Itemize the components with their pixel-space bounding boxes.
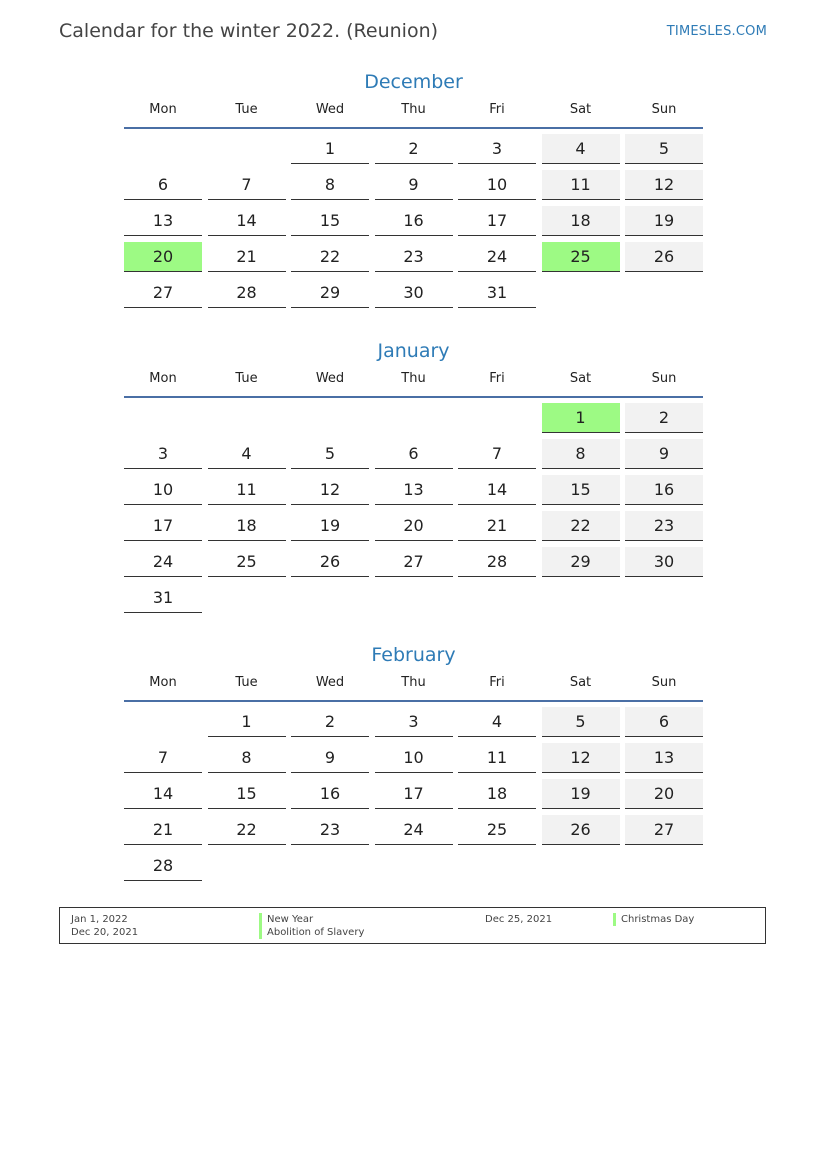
day-cell[interactable]: 3 — [375, 707, 453, 737]
day-cell[interactable]: 16 — [625, 475, 703, 505]
day-cell[interactable]: 7 — [208, 170, 286, 200]
day-cell[interactable]: 27 — [375, 547, 453, 577]
page-title: Calendar for the winter 2022. (Reunion) — [59, 20, 439, 42]
day-cell[interactable]: 10 — [124, 475, 202, 505]
day-cell[interactable]: 5 — [291, 439, 369, 469]
weekday-label: Wed — [315, 102, 345, 117]
day-cell[interactable]: 8 — [542, 439, 620, 469]
day-cell[interactable]: 25 — [542, 242, 620, 272]
day-cell[interactable]: 30 — [625, 547, 703, 577]
holiday-legend — [59, 907, 766, 944]
legend-date: Dec 20, 2021 — [71, 927, 139, 938]
day-cell[interactable]: 21 — [458, 511, 536, 541]
day-cell[interactable]: 2 — [375, 134, 453, 164]
weekday-header — [124, 102, 703, 129]
day-grid — [124, 403, 703, 613]
day-cell[interactable]: 6 — [625, 707, 703, 737]
day-cell[interactable]: 28 — [124, 851, 202, 881]
empty-cell — [542, 851, 620, 881]
day-cell[interactable]: 26 — [625, 242, 703, 272]
empty-cell — [375, 851, 453, 881]
legend-date: Jan 1, 2022 — [71, 914, 128, 925]
day-cell[interactable]: 23 — [375, 242, 453, 272]
empty-cell — [625, 583, 703, 613]
day-cell[interactable]: 26 — [291, 547, 369, 577]
day-cell[interactable]: 22 — [208, 815, 286, 845]
month-title: December — [364, 71, 463, 93]
empty-cell — [208, 583, 286, 613]
weekday-label: Thu — [401, 675, 426, 690]
empty-cell — [124, 707, 202, 737]
day-cell[interactable]: 27 — [625, 815, 703, 845]
day-cell[interactable]: 13 — [625, 743, 703, 773]
day-cell[interactable]: 12 — [625, 170, 703, 200]
weekday-label: Wed — [315, 371, 345, 386]
day-cell[interactable]: 11 — [542, 170, 620, 200]
day-cell[interactable]: 6 — [375, 439, 453, 469]
weekday-label: Sun — [651, 675, 677, 690]
day-cell[interactable]: 6 — [124, 170, 202, 200]
weekday-label: Tue — [235, 102, 258, 117]
day-grid — [124, 707, 703, 881]
weekday-label: Sat — [569, 102, 592, 117]
day-cell[interactable]: 12 — [542, 743, 620, 773]
day-cell[interactable]: 31 — [458, 278, 536, 308]
day-cell[interactable]: 2 — [625, 403, 703, 433]
day-cell[interactable]: 9 — [375, 170, 453, 200]
day-cell[interactable]: 13 — [375, 475, 453, 505]
weekday-label: Wed — [315, 675, 345, 690]
empty-cell — [291, 403, 369, 433]
day-cell[interactable]: 21 — [208, 242, 286, 272]
day-cell[interactable]: 16 — [291, 779, 369, 809]
day-cell[interactable]: 10 — [458, 170, 536, 200]
day-cell[interactable]: 25 — [458, 815, 536, 845]
month-title: January — [377, 340, 450, 362]
day-cell[interactable]: 9 — [291, 743, 369, 773]
day-cell[interactable]: 20 — [124, 242, 202, 272]
day-cell[interactable]: 19 — [542, 779, 620, 809]
weekday-label: Sat — [569, 675, 592, 690]
weekday-label: Mon — [149, 371, 177, 386]
day-cell[interactable]: 17 — [124, 511, 202, 541]
weekday-label: Mon — [149, 675, 177, 690]
empty-cell — [208, 851, 286, 881]
empty-cell — [458, 403, 536, 433]
empty-cell — [375, 583, 453, 613]
empty-cell — [625, 278, 703, 308]
empty-cell — [208, 134, 286, 164]
weekday-label: Tue — [235, 371, 258, 386]
day-cell[interactable]: 28 — [208, 278, 286, 308]
month-january — [124, 337, 703, 613]
day-cell[interactable]: 14 — [458, 475, 536, 505]
weekday-header — [124, 371, 703, 398]
day-cell[interactable]: 23 — [625, 511, 703, 541]
day-cell[interactable]: 11 — [208, 475, 286, 505]
day-cell[interactable]: 10 — [375, 743, 453, 773]
day-cell[interactable]: 15 — [542, 475, 620, 505]
day-cell[interactable]: 13 — [124, 206, 202, 236]
empty-cell — [208, 403, 286, 433]
site-link[interactable]: TIMESLES.COM — [666, 24, 767, 39]
day-cell[interactable]: 30 — [375, 278, 453, 308]
day-cell[interactable]: 5 — [542, 707, 620, 737]
day-cell[interactable]: 18 — [458, 779, 536, 809]
day-cell[interactable]: 4 — [458, 707, 536, 737]
day-cell[interactable]: 3 — [458, 134, 536, 164]
day-cell[interactable]: 8 — [291, 170, 369, 200]
day-cell[interactable]: 22 — [542, 511, 620, 541]
day-cell[interactable]: 23 — [291, 815, 369, 845]
day-cell[interactable]: 17 — [375, 779, 453, 809]
day-cell[interactable]: 29 — [291, 278, 369, 308]
empty-cell — [124, 134, 202, 164]
day-cell[interactable]: 1 — [291, 134, 369, 164]
month-title: February — [371, 644, 456, 666]
empty-cell — [291, 583, 369, 613]
weekday-label: Sun — [651, 102, 677, 117]
day-cell[interactable]: 14 — [208, 206, 286, 236]
day-cell[interactable]: 19 — [291, 511, 369, 541]
empty-cell — [625, 851, 703, 881]
day-cell[interactable]: 19 — [625, 206, 703, 236]
legend-date: Dec 25, 2021 — [485, 914, 553, 925]
day-cell[interactable]: 8 — [208, 743, 286, 773]
day-cell[interactable]: 17 — [458, 206, 536, 236]
day-cell[interactable]: 27 — [124, 278, 202, 308]
empty-cell — [458, 583, 536, 613]
weekday-label: Fri — [489, 371, 505, 386]
day-cell[interactable]: 14 — [124, 779, 202, 809]
empty-cell — [458, 851, 536, 881]
day-grid — [124, 134, 703, 308]
weekday-label: Fri — [489, 675, 505, 690]
day-cell[interactable]: 22 — [291, 242, 369, 272]
day-cell[interactable]: 29 — [542, 547, 620, 577]
day-cell[interactable]: 2 — [291, 707, 369, 737]
weekday-label: Sat — [569, 371, 592, 386]
weekday-label: Fri — [489, 102, 505, 117]
day-cell[interactable]: 16 — [375, 206, 453, 236]
day-cell[interactable]: 7 — [458, 439, 536, 469]
day-cell[interactable]: 3 — [124, 439, 202, 469]
weekday-label: Tue — [235, 675, 258, 690]
day-cell[interactable]: 1 — [542, 403, 620, 433]
day-cell[interactable]: 20 — [625, 779, 703, 809]
day-cell[interactable]: 11 — [458, 743, 536, 773]
empty-cell — [291, 851, 369, 881]
weekday-header — [124, 675, 703, 702]
weekday-label: Mon — [149, 102, 177, 117]
legend-holiday-name: New Year — [259, 913, 313, 926]
empty-cell — [542, 583, 620, 613]
day-cell[interactable]: 24 — [375, 815, 453, 845]
month-december — [124, 68, 703, 308]
day-cell[interactable]: 9 — [625, 439, 703, 469]
empty-cell — [542, 278, 620, 308]
day-cell[interactable]: 24 — [124, 547, 202, 577]
legend-holiday-name: Abolition of Slavery — [259, 926, 364, 939]
weekday-label: Sun — [651, 371, 677, 386]
legend-holiday-name: Christmas Day — [613, 913, 694, 926]
day-cell[interactable]: 24 — [458, 242, 536, 272]
weekday-label: Thu — [401, 371, 426, 386]
empty-cell — [124, 403, 202, 433]
day-cell[interactable]: 25 — [208, 547, 286, 577]
day-cell[interactable]: 31 — [124, 583, 202, 613]
day-cell[interactable]: 15 — [291, 206, 369, 236]
day-cell[interactable]: 5 — [625, 134, 703, 164]
day-cell[interactable]: 4 — [208, 439, 286, 469]
day-cell[interactable]: 1 — [208, 707, 286, 737]
day-cell[interactable]: 12 — [291, 475, 369, 505]
day-cell[interactable]: 21 — [124, 815, 202, 845]
month-february — [124, 641, 703, 881]
day-cell[interactable]: 18 — [208, 511, 286, 541]
day-cell[interactable]: 4 — [542, 134, 620, 164]
day-cell[interactable]: 15 — [208, 779, 286, 809]
day-cell[interactable]: 26 — [542, 815, 620, 845]
day-cell[interactable]: 20 — [375, 511, 453, 541]
day-cell[interactable]: 7 — [124, 743, 202, 773]
weekday-label: Thu — [401, 102, 426, 117]
empty-cell — [375, 403, 453, 433]
day-cell[interactable]: 18 — [542, 206, 620, 236]
day-cell[interactable]: 28 — [458, 547, 536, 577]
